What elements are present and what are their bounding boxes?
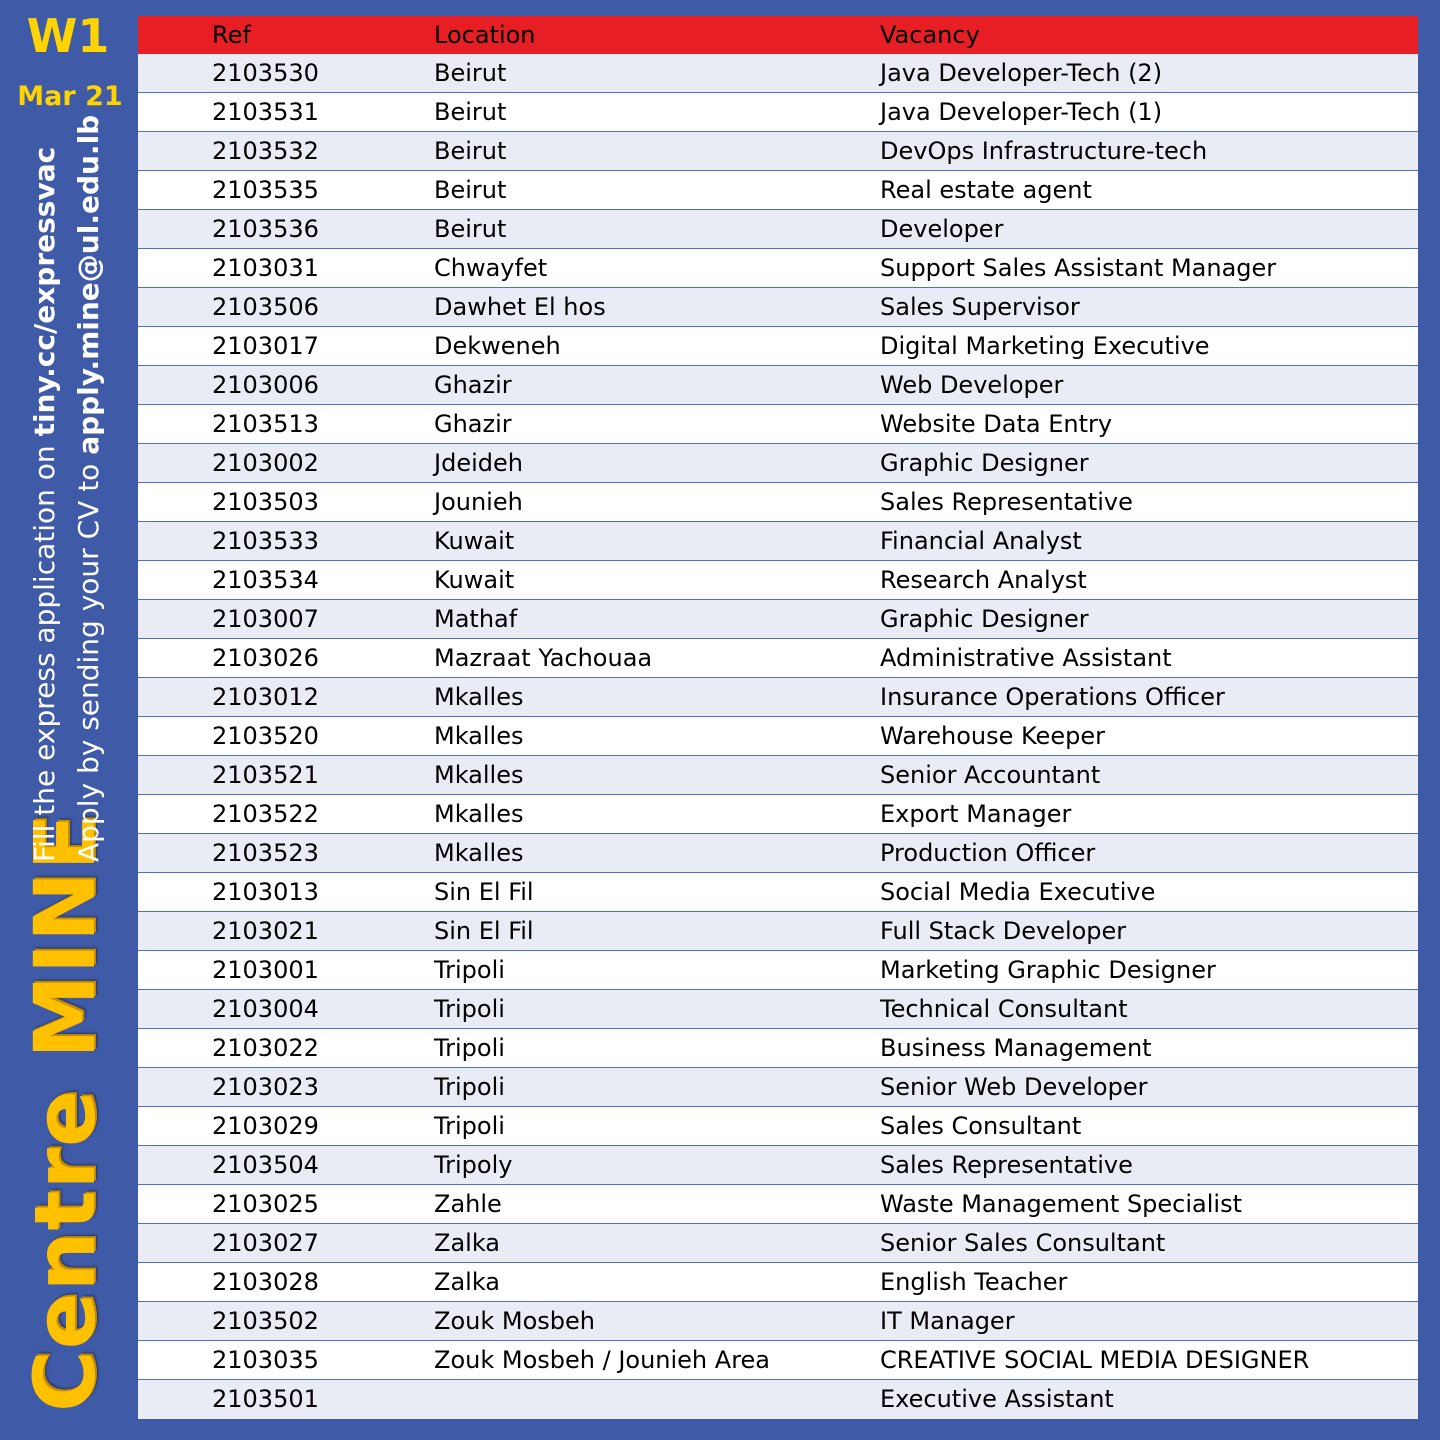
vacancy-cell: Graphic Designer <box>880 605 1089 633</box>
table-row <box>138 1029 1418 1068</box>
vacancy-cell: Java Developer-Tech (1) <box>880 98 1163 126</box>
location-cell: Mkalles <box>434 722 524 750</box>
location-cell: Mathaf <box>434 605 518 633</box>
table-row <box>138 873 1418 912</box>
table-header-row <box>138 16 1418 54</box>
sidebar <box>0 0 136 1440</box>
vacancy-cell: English Teacher <box>880 1268 1068 1296</box>
vacancy-cell: Support Sales Assistant Manager <box>880 254 1277 282</box>
ref-cell: 2103501 <box>212 1385 319 1413</box>
location-cell: Chwayfet <box>434 254 548 282</box>
table-row <box>138 1068 1418 1107</box>
location-cell: Beirut <box>434 137 507 165</box>
table-row <box>138 600 1418 639</box>
vacancy-cell: Sales Supervisor <box>880 293 1080 321</box>
vacancy-cell: Research Analyst <box>880 566 1087 594</box>
location-cell: Zahle <box>434 1190 502 1218</box>
application-email-link[interactable]: apply.mine@ul.edu.lb <box>72 114 105 455</box>
table-row <box>138 249 1418 288</box>
vertical-banner <box>0 114 136 1440</box>
ref-cell: 2103534 <box>212 566 319 594</box>
ref-cell: 2103006 <box>212 371 319 399</box>
table-row <box>138 1185 1418 1224</box>
location-cell: Beirut <box>434 59 507 87</box>
location-cell: Tripoli <box>434 995 505 1023</box>
location-cell: Tripoli <box>434 956 505 984</box>
table-row <box>138 93 1418 132</box>
location-cell: Dawhet El hos <box>434 293 606 321</box>
ref-cell: 2103012 <box>212 683 319 711</box>
table-row <box>138 54 1418 93</box>
ref-cell: 2103002 <box>212 449 319 477</box>
vacancy-cell: Developer <box>880 215 1004 243</box>
vacancy-cell: Real estate agent <box>880 176 1092 204</box>
vacancy-cell: Sales Consultant <box>880 1112 1082 1140</box>
table-row <box>138 1107 1418 1146</box>
week-label: W1 <box>26 9 110 63</box>
table-row <box>138 132 1418 171</box>
table-row <box>138 1380 1418 1419</box>
ref-cell: 2103523 <box>212 839 319 867</box>
vacancy-cell: Business Management <box>880 1034 1152 1062</box>
table-row <box>138 327 1418 366</box>
ref-cell: 2103031 <box>212 254 319 282</box>
ref-cell: 2103013 <box>212 878 319 906</box>
location-cell: Zalka <box>434 1268 500 1296</box>
vacancy-cell: Marketing Graphic Designer <box>880 956 1216 984</box>
location-cell: Dekweneh <box>434 332 561 360</box>
table-row <box>138 990 1418 1029</box>
vacancy-cell: Senior Accountant <box>880 761 1101 789</box>
vacancy-cell: Export Manager <box>880 800 1072 828</box>
vacancy-cell: Financial Analyst <box>880 527 1082 555</box>
location-cell: Beirut <box>434 215 507 243</box>
table-row <box>138 366 1418 405</box>
ref-cell: 2103022 <box>212 1034 319 1062</box>
ref-cell: 2103023 <box>212 1073 319 1101</box>
location-cell: Mkalles <box>434 839 524 867</box>
vacancy-cell: Web Developer <box>880 371 1064 399</box>
location-cell: Tripoli <box>434 1034 505 1062</box>
table-row <box>138 405 1418 444</box>
vacancy-cell: Java Developer-Tech (2) <box>880 59 1163 87</box>
location-cell: Beirut <box>434 98 507 126</box>
ref-cell: 2103504 <box>212 1151 319 1179</box>
table-row <box>138 1263 1418 1302</box>
location-cell: Kuwait <box>434 527 515 555</box>
location-cell: Mazraat Yachouaa <box>434 644 653 672</box>
vacancy-cell: DevOps Infrastructure-tech <box>880 137 1208 165</box>
column-header-location: Location <box>434 21 536 49</box>
location-cell: Kuwait <box>434 566 515 594</box>
location-cell: Ghazir <box>434 371 512 399</box>
vacancy-cell: Social Media Executive <box>880 878 1156 906</box>
ref-cell: 2103029 <box>212 1112 319 1140</box>
location-cell: Mkalles <box>434 800 524 828</box>
table-row <box>138 1341 1418 1380</box>
vacancy-cell: Administrative Assistant <box>880 644 1172 672</box>
ref-cell: 2103536 <box>212 215 319 243</box>
location-cell: Zalka <box>434 1229 500 1257</box>
column-header-vacancy: Vacancy <box>880 21 980 49</box>
ref-cell: 2103502 <box>212 1307 319 1335</box>
location-cell: Beirut <box>434 176 507 204</box>
vacancy-cell: Full Stack Developer <box>880 917 1127 945</box>
ref-cell: 2103520 <box>212 722 319 750</box>
date-label: Mar 21 <box>17 81 123 112</box>
ref-cell: 2103001 <box>212 956 319 984</box>
express-application-link[interactable]: tiny.cc/expressvac <box>28 146 61 437</box>
table-row <box>138 522 1418 561</box>
ref-cell: 2103522 <box>212 800 319 828</box>
ref-cell: 2103035 <box>212 1346 319 1374</box>
table-row <box>138 717 1418 756</box>
ref-cell: 2103530 <box>212 59 319 87</box>
vacancy-cell: IT Manager <box>880 1307 1015 1335</box>
ref-cell: 2103521 <box>212 761 319 789</box>
ref-cell: 2103017 <box>212 332 319 360</box>
table-row <box>138 639 1418 678</box>
ref-cell: 2103025 <box>212 1190 319 1218</box>
table-body <box>138 54 1418 1419</box>
ref-cell: 2103026 <box>212 644 319 672</box>
vacancy-cell: Senior Sales Consultant <box>880 1229 1166 1257</box>
vacancy-cell: Executive Assistant <box>880 1385 1114 1413</box>
location-cell: Mkalles <box>434 683 524 711</box>
instruction-line2-text: Apply by sending your CV to <box>72 454 105 862</box>
location-cell: Tripoly <box>434 1151 513 1179</box>
vacancy-cell: Technical Consultant <box>880 995 1128 1023</box>
table-row <box>138 1302 1418 1341</box>
location-cell: Jdeideh <box>434 449 523 477</box>
ref-cell: 2103531 <box>212 98 319 126</box>
table-row <box>138 288 1418 327</box>
column-header-ref: Ref <box>212 21 251 49</box>
ref-cell: 2103533 <box>212 527 319 555</box>
ref-cell: 2103506 <box>212 293 319 321</box>
table-row <box>138 171 1418 210</box>
table-row <box>138 912 1418 951</box>
location-cell: Zouk Mosbeh <box>434 1307 595 1335</box>
ref-cell: 2103021 <box>212 917 319 945</box>
express-application-instruction <box>28 147 62 862</box>
brand-title: Centre MINE <box>16 812 114 1412</box>
vacancy-cell: Insurance Operations Officer <box>880 683 1225 711</box>
email-application-instruction <box>72 115 106 862</box>
table-row <box>138 210 1418 249</box>
vacancy-cell: Senior Web Developer <box>880 1073 1148 1101</box>
location-cell: Sin El Fil <box>434 878 534 906</box>
table-row <box>138 795 1418 834</box>
table-row <box>138 951 1418 990</box>
location-cell: Sin El Fil <box>434 917 534 945</box>
ref-cell: 2103004 <box>212 995 319 1023</box>
vacancy-cell: Sales Representative <box>880 1151 1133 1179</box>
instruction-line1-text: Fill the express application on <box>28 436 61 862</box>
location-cell: Ghazir <box>434 410 512 438</box>
table-row <box>138 756 1418 795</box>
ref-cell: 2103028 <box>212 1268 319 1296</box>
vacancy-table <box>138 16 1418 1419</box>
location-cell: Tripoli <box>434 1112 505 1140</box>
ref-cell: 2103535 <box>212 176 319 204</box>
vacancy-cell: Production Officer <box>880 839 1096 867</box>
location-cell: Zouk Mosbeh / Jounieh Area <box>434 1346 770 1374</box>
vacancy-cell: Digital Marketing Executive <box>880 332 1210 360</box>
vacancy-cell: Waste Management Specialist <box>880 1190 1242 1218</box>
table-row <box>138 483 1418 522</box>
location-cell: Jounieh <box>434 488 523 516</box>
ref-cell: 2103007 <box>212 605 319 633</box>
vacancy-cell: Graphic Designer <box>880 449 1089 477</box>
ref-cell: 2103532 <box>212 137 319 165</box>
table-row <box>138 444 1418 483</box>
location-cell: Mkalles <box>434 761 524 789</box>
table-row <box>138 1224 1418 1263</box>
table-row <box>138 834 1418 873</box>
table-row <box>138 1146 1418 1185</box>
vacancy-cell: Sales Representative <box>880 488 1133 516</box>
ref-cell: 2103503 <box>212 488 319 516</box>
table-row <box>138 678 1418 717</box>
vacancy-cell: Website Data Entry <box>880 410 1113 438</box>
ref-cell: 2103027 <box>212 1229 319 1257</box>
ref-cell: 2103513 <box>212 410 319 438</box>
vacancy-cell: CREATIVE SOCIAL MEDIA DESIGNER <box>880 1346 1310 1374</box>
table-row <box>138 561 1418 600</box>
location-cell: Tripoli <box>434 1073 505 1101</box>
vacancy-cell: Warehouse Keeper <box>880 722 1105 750</box>
